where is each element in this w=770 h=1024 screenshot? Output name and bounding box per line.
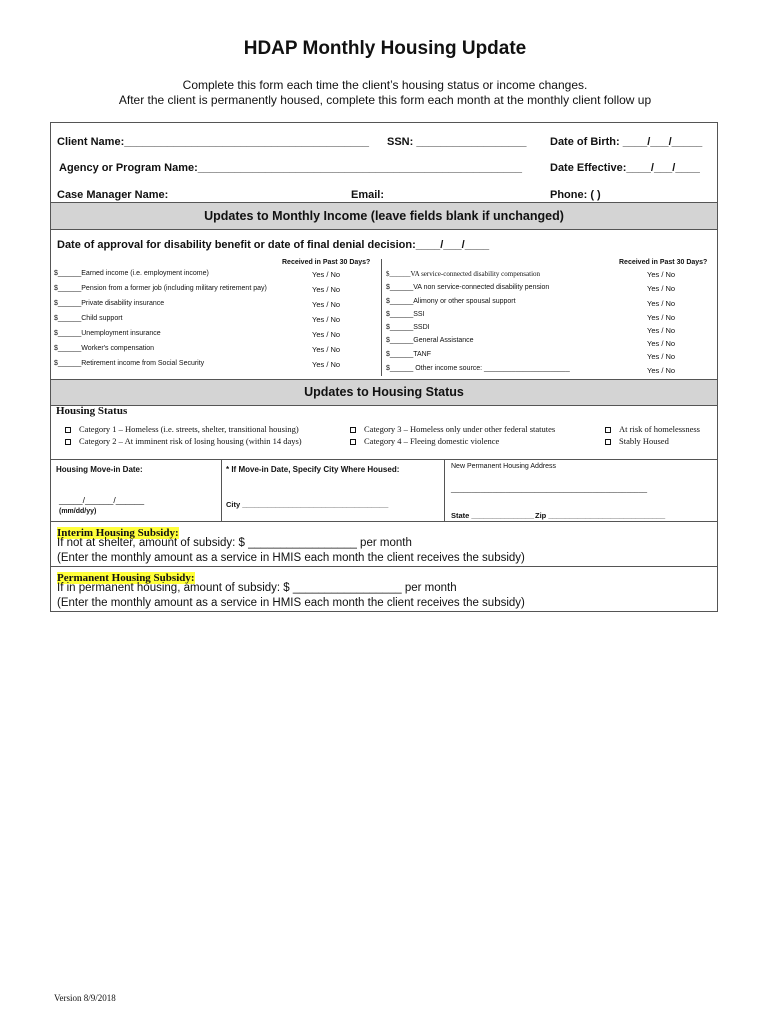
checkbox-icon[interactable]	[605, 439, 611, 445]
interim-subsidy-amount[interactable]: If not at shelter, amount of subsidy: $ _________________ per month	[57, 537, 412, 549]
category-3-option[interactable]	[350, 424, 555, 434]
instructions-line-1: Complete this form each time the client’s housing status or income changes.	[182, 78, 588, 92]
yes-no-va-pension[interactable]: Yes / No	[647, 284, 676, 293]
income-item-earned[interactable]: $______Earned income (i.e. employment income)	[54, 270, 209, 277]
income-item-social-security[interactable]: $______Retirement income from Social Security	[54, 360, 205, 367]
income-section-header: Updates to Monthly Income (leave fields blank if unchanged)	[51, 202, 717, 230]
yes-no-workers-comp[interactable]: Yes / No	[312, 345, 341, 354]
interim-subsidy-note: (Enter the monthly amount as a service in HMIS each month the client receives the subsidy)	[57, 552, 525, 564]
yes-no-earned[interactable]: Yes / No	[312, 270, 341, 279]
yes-no-unemployment[interactable]: Yes / No	[312, 330, 341, 339]
move-in-top-border	[51, 459, 717, 460]
approval-date-field[interactable]: Date of approval for disability benefit or date of final denial decision:____/___/____	[57, 239, 490, 251]
housing-status-heading: Housing Status	[56, 405, 128, 417]
yes-no-alimony[interactable]: Yes / No	[647, 299, 676, 308]
category-1-option[interactable]	[65, 424, 299, 434]
checkbox-icon[interactable]	[65, 427, 71, 433]
agency-field[interactable]: Agency or Program Name:_____________________________________________________	[59, 162, 522, 174]
phone-field[interactable]: Phone: ( )	[550, 189, 601, 201]
income-item-pension[interactable]: $______Pension from a former job (including military retirement pay)	[54, 285, 267, 292]
zip-field[interactable]: Zip ____________________________	[535, 511, 666, 520]
income-item-private-disability[interactable]: $______Private disability insurance	[54, 300, 165, 307]
yes-no-private-disability[interactable]: Yes / No	[312, 300, 341, 309]
category-4-label: Category 4 – Fleeing domestic violence	[364, 436, 500, 446]
yes-no-other[interactable]: Yes / No	[647, 366, 676, 375]
checkbox-icon[interactable]	[605, 427, 611, 433]
at-risk-label: At risk of homelessness	[619, 424, 700, 434]
at-risk-option[interactable]	[605, 424, 700, 434]
income-item-other[interactable]: $______ Other income source: ______________________	[386, 365, 570, 372]
city-note-label: * If Move-in Date, Specify City Where Housed:	[226, 465, 400, 474]
yes-no-child-support[interactable]: Yes / No	[312, 315, 341, 324]
received-header-right: Received in Past 30 Days?	[619, 259, 708, 266]
income-item-general-assistance[interactable]: $______General Assistance	[386, 337, 474, 344]
city-field[interactable]: City ___________________________________	[226, 500, 389, 509]
yes-no-ssi[interactable]: Yes / No	[647, 313, 676, 322]
income-item-child-support[interactable]: $______Child support	[54, 315, 123, 322]
income-item-va-comp[interactable]: $______VA service-connected disability compensation	[386, 270, 541, 278]
move-in-date-format: (mm/dd/yy)	[59, 508, 97, 515]
permanent-subsidy-note: (Enter the monthly amount as a service in HMIS each month the client receives the subsidy)	[57, 597, 525, 609]
category-2-label: Category 2 – At imminent risk of losing housing (within 14 days)	[79, 436, 302, 446]
interim-subsidy-label: Interim Housing Subsidy:	[57, 527, 179, 539]
income-item-tanf[interactable]: $______TANF	[386, 351, 432, 358]
subsidy-divider	[51, 566, 717, 567]
category-3-label: Category 3 – Homeless only under other federal statutes	[364, 424, 556, 434]
checkbox-icon[interactable]	[350, 439, 356, 445]
checkbox-icon[interactable]	[65, 439, 71, 445]
permanent-subsidy-label: Permanent Housing Subsidy:	[57, 572, 195, 584]
yes-no-tanf[interactable]: Yes / No	[647, 352, 676, 361]
housing-section-header: Updates to Housing Status	[51, 379, 717, 406]
yes-no-pension[interactable]: Yes / No	[312, 285, 341, 294]
case-manager-field[interactable]: Case Manager Name:	[57, 189, 169, 201]
yes-no-general-assistance[interactable]: Yes / No	[647, 339, 676, 348]
subsidy-top-border	[51, 521, 717, 522]
date-effective-field[interactable]: Date Effective:____/___/____	[550, 162, 700, 174]
ssn-field[interactable]: SSN: __________________	[387, 136, 527, 148]
category-2-option[interactable]	[65, 436, 302, 446]
income-item-unemployment[interactable]: $______Unemployment insurance	[54, 330, 161, 337]
received-header-left: Received in Past 30 Days?	[282, 259, 371, 266]
instructions-line-2: After the client is permanently housed, complete this form each month at the monthly client follow up	[118, 93, 652, 107]
new-address-label: New Permanent Housing Address	[451, 463, 557, 470]
income-item-alimony[interactable]: $______Alimony or other spousal support	[386, 298, 516, 305]
income-item-ssdi[interactable]: $______SSDI	[386, 324, 430, 331]
category-4-option[interactable]	[350, 436, 499, 446]
move-in-divider-2	[444, 459, 445, 522]
state-field[interactable]: State _______________	[451, 511, 534, 520]
stably-housed-label: Stably Housed	[619, 436, 669, 446]
permanent-subsidy-amount[interactable]: If in permanent housing, amount of subsidy: $ _________________ per month	[57, 582, 457, 594]
stably-housed-option[interactable]	[605, 436, 669, 446]
move-in-date-label: Housing Move-in Date:	[56, 465, 143, 474]
income-item-va-pension[interactable]: $______VA non service-connected disability pension	[386, 284, 550, 291]
checkbox-icon[interactable]	[350, 427, 356, 433]
yes-no-ssdi[interactable]: Yes / No	[647, 326, 676, 335]
housing-update-form	[50, 122, 718, 612]
category-1-label: Category 1 – Homeless (i.e. streets, shelter, transitional housing)	[79, 424, 299, 434]
yes-no-social-security[interactable]: Yes / No	[312, 360, 341, 369]
dob-field[interactable]: Date of Birth: ____/___/_____	[550, 136, 703, 148]
income-item-ssi[interactable]: $______SSI	[386, 311, 425, 318]
client-name-field[interactable]: Client Name:________________________________________	[57, 136, 369, 148]
version-footer: Version 8/9/2018	[54, 993, 116, 1003]
address-line-field[interactable]: _______________________________________________	[451, 484, 648, 493]
email-field[interactable]: Email:	[351, 189, 385, 201]
yes-no-va-comp[interactable]: Yes / No	[647, 270, 676, 279]
income-item-workers-comp[interactable]: $______Worker's compensation	[54, 345, 155, 352]
move-in-divider-1	[221, 459, 222, 522]
income-column-divider	[381, 259, 382, 376]
form-title: HDAP Monthly Housing Update	[243, 38, 527, 59]
move-in-date-field[interactable]: _____/______/______	[59, 495, 145, 505]
